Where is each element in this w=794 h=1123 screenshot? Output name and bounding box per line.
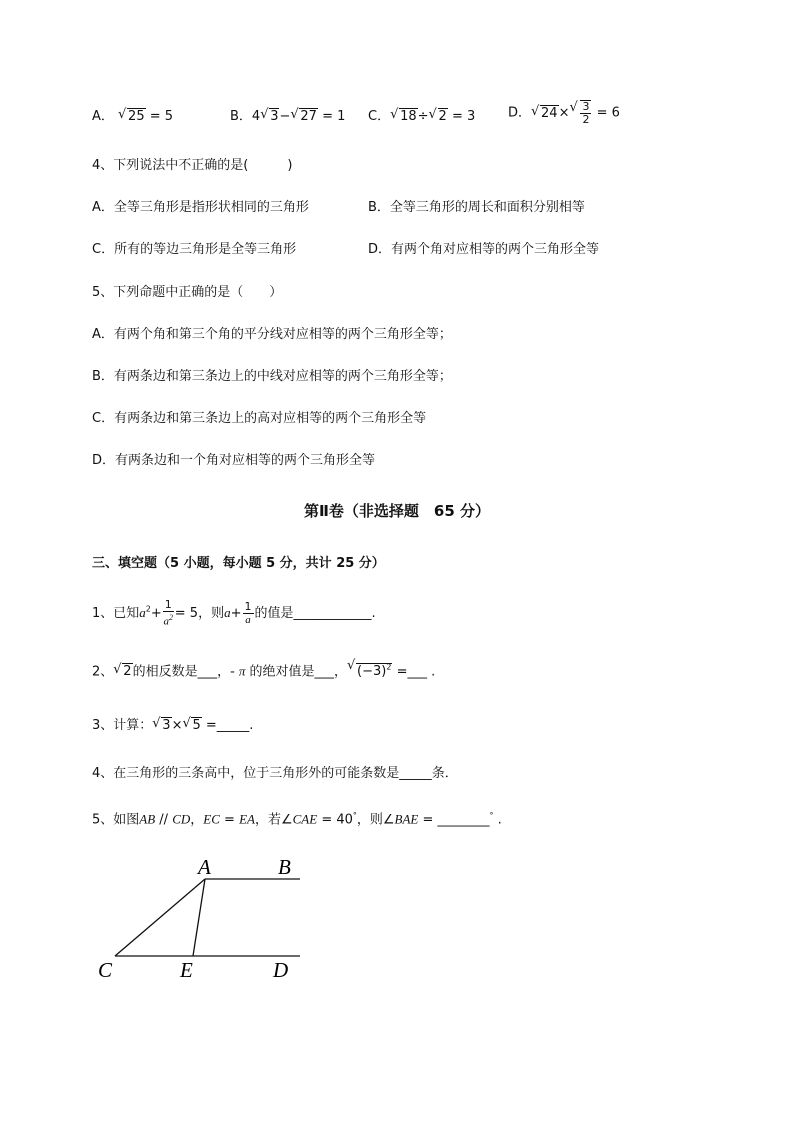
var-a: a [163, 615, 170, 628]
coefficient: 4 [251, 109, 261, 124]
fill-question-4: 4、在三角形的三条高中，位于三角形外的可能条数是_____条． [92, 766, 458, 781]
option-label: C． [368, 109, 391, 124]
q4-option-d: D．有两个角对应相等的两个三角形全等 [368, 242, 600, 257]
operator: + [150, 605, 162, 621]
fill-question-3 [92, 716, 253, 736]
segment-ec: EC [203, 811, 220, 827]
operator: − [279, 109, 291, 124]
option-rest: = 1 [322, 109, 346, 124]
sqrt-symbol [118, 107, 146, 127]
segment-ea: EA [239, 811, 255, 827]
radicand: 18 [400, 109, 417, 124]
q4-option-c: C．所有的等边三角形是全等三角形 [92, 242, 297, 257]
radicand: 2 [123, 664, 132, 680]
operator: × [558, 105, 570, 121]
sqrt-symbol [152, 716, 171, 736]
radicand-base: (−3) [357, 664, 387, 680]
point-d-label: D [273, 958, 289, 982]
fraction [243, 601, 254, 626]
radicand: 5 [192, 718, 201, 733]
geometry-figure [90, 850, 320, 990]
radicand: 25 [128, 109, 145, 124]
radicand: 27 [300, 109, 317, 124]
sqrt-symbol [429, 107, 448, 127]
option-rest: = 3 [451, 109, 476, 124]
q3-option-a [92, 107, 173, 127]
numerator: 1 [244, 599, 252, 613]
option-rest: = 5 [149, 109, 174, 124]
denominator: 2 [582, 113, 590, 126]
point-c-label: C [98, 958, 113, 982]
q5-option-c: C．有两条边和第三条边上的高对应相等的两个三角形全等 [92, 411, 427, 426]
segment-ab: AB [139, 811, 156, 827]
exponent: 2 [145, 604, 151, 614]
numerator: 1 [164, 598, 172, 611]
q3-option-b [230, 107, 345, 127]
segment-ae [193, 879, 205, 956]
operator: ÷ [417, 109, 429, 124]
separator: ，若∠ [254, 812, 293, 828]
fill-question-1 [92, 599, 376, 628]
operator: + [230, 605, 242, 621]
radicand: 2 [438, 109, 447, 124]
fraction [580, 100, 591, 126]
fill1-prefix: 1、已知 [92, 605, 140, 621]
denominator [164, 612, 174, 628]
option-rest: = 6 [596, 105, 620, 121]
denominator: a [245, 613, 251, 626]
fill5-prefix: 5、如图 [92, 812, 140, 828]
fill2-prefix: 2、 [92, 664, 114, 680]
angle-bae: BAE [394, 811, 419, 827]
radicand: 3 [270, 109, 279, 124]
sqrt-symbol [531, 104, 559, 124]
radicand [356, 663, 392, 679]
q4-stem: 4、下列说法中不正确的是( ) [92, 158, 293, 173]
fill1-mid: ，则 [198, 605, 225, 621]
operator: × [171, 718, 183, 733]
answer-blank: = ________ [418, 812, 490, 828]
var-a: a [224, 604, 231, 620]
equals: = 40 [317, 812, 353, 828]
sqrt-symbol [182, 716, 201, 736]
q4-option-b: B．全等三角形的周长和面积分别相等 [368, 200, 585, 215]
angle-cae: CAE [292, 811, 318, 827]
point-b-label: B [278, 855, 291, 879]
point-e-label: E [180, 958, 193, 982]
fill3-suffix: =_____. [201, 718, 254, 733]
fill2-text: 的绝对值是___， [245, 664, 348, 680]
pi-symbol: π [238, 663, 246, 679]
q5-option-d: D．有两条边和一个角对应相等的两个三角形全等 [92, 453, 376, 468]
fill2-text: =___ . [392, 664, 436, 680]
segment-ac [115, 879, 205, 956]
separator: ，则∠ [356, 812, 395, 828]
fill3-prefix: 3、计算： [92, 718, 153, 733]
separator: ， [190, 812, 204, 828]
var-a: a [139, 604, 146, 620]
exponent: 2 [386, 663, 392, 672]
q3-option-c [368, 107, 475, 127]
sqrt-symbol [347, 658, 392, 682]
option-label: A． [92, 109, 114, 124]
section3-title: 三、填空题（5 小题，每小题 5 分，共计 25 分） [92, 556, 385, 571]
q3-option-d [508, 100, 620, 126]
fill1-suffix: 的值是____________. [254, 605, 376, 621]
sqrt-symbol [569, 100, 592, 126]
fill2-text: 的相反数是___，- [132, 664, 239, 680]
part2-title: 第Ⅱ卷（非选择题 65 分） [304, 502, 490, 520]
sqrt-symbol [290, 107, 318, 127]
fill-question-2 [92, 658, 435, 682]
exponent: 2 [169, 613, 174, 622]
fill5-end: . [493, 812, 502, 828]
q5-option-a: A．有两个角和第三个角的平分线对应相等的两个三角形全等； [92, 327, 452, 342]
q4-option-a: A．全等三角形是指形状相同的三角形 [92, 200, 309, 215]
radicand: 3 [162, 718, 171, 733]
numerator: √ 3 [582, 100, 590, 113]
fill-question-5 [92, 806, 502, 830]
parallel-symbol: // [155, 812, 173, 828]
segment-cd: CD [172, 811, 191, 827]
sqrt-symbol [260, 107, 279, 127]
equals: = 5 [174, 605, 199, 621]
q5-stem: 5、下列命题中正确的是（ ） [92, 285, 283, 300]
fraction [163, 599, 174, 628]
sqrt-symbol [113, 662, 132, 682]
option-label: B． [230, 109, 252, 124]
option-label: D． [508, 105, 532, 121]
radicand: 24 [541, 105, 558, 121]
equals: = [219, 812, 240, 828]
point-a-label: A [198, 855, 211, 879]
degree-symbol: ° [352, 811, 357, 820]
sqrt-symbol [390, 107, 418, 127]
q5-option-b: B．有两条边和第三条边上的中线对应相等的两个三角形全等； [92, 369, 452, 384]
degree-symbol: ° [489, 811, 494, 820]
